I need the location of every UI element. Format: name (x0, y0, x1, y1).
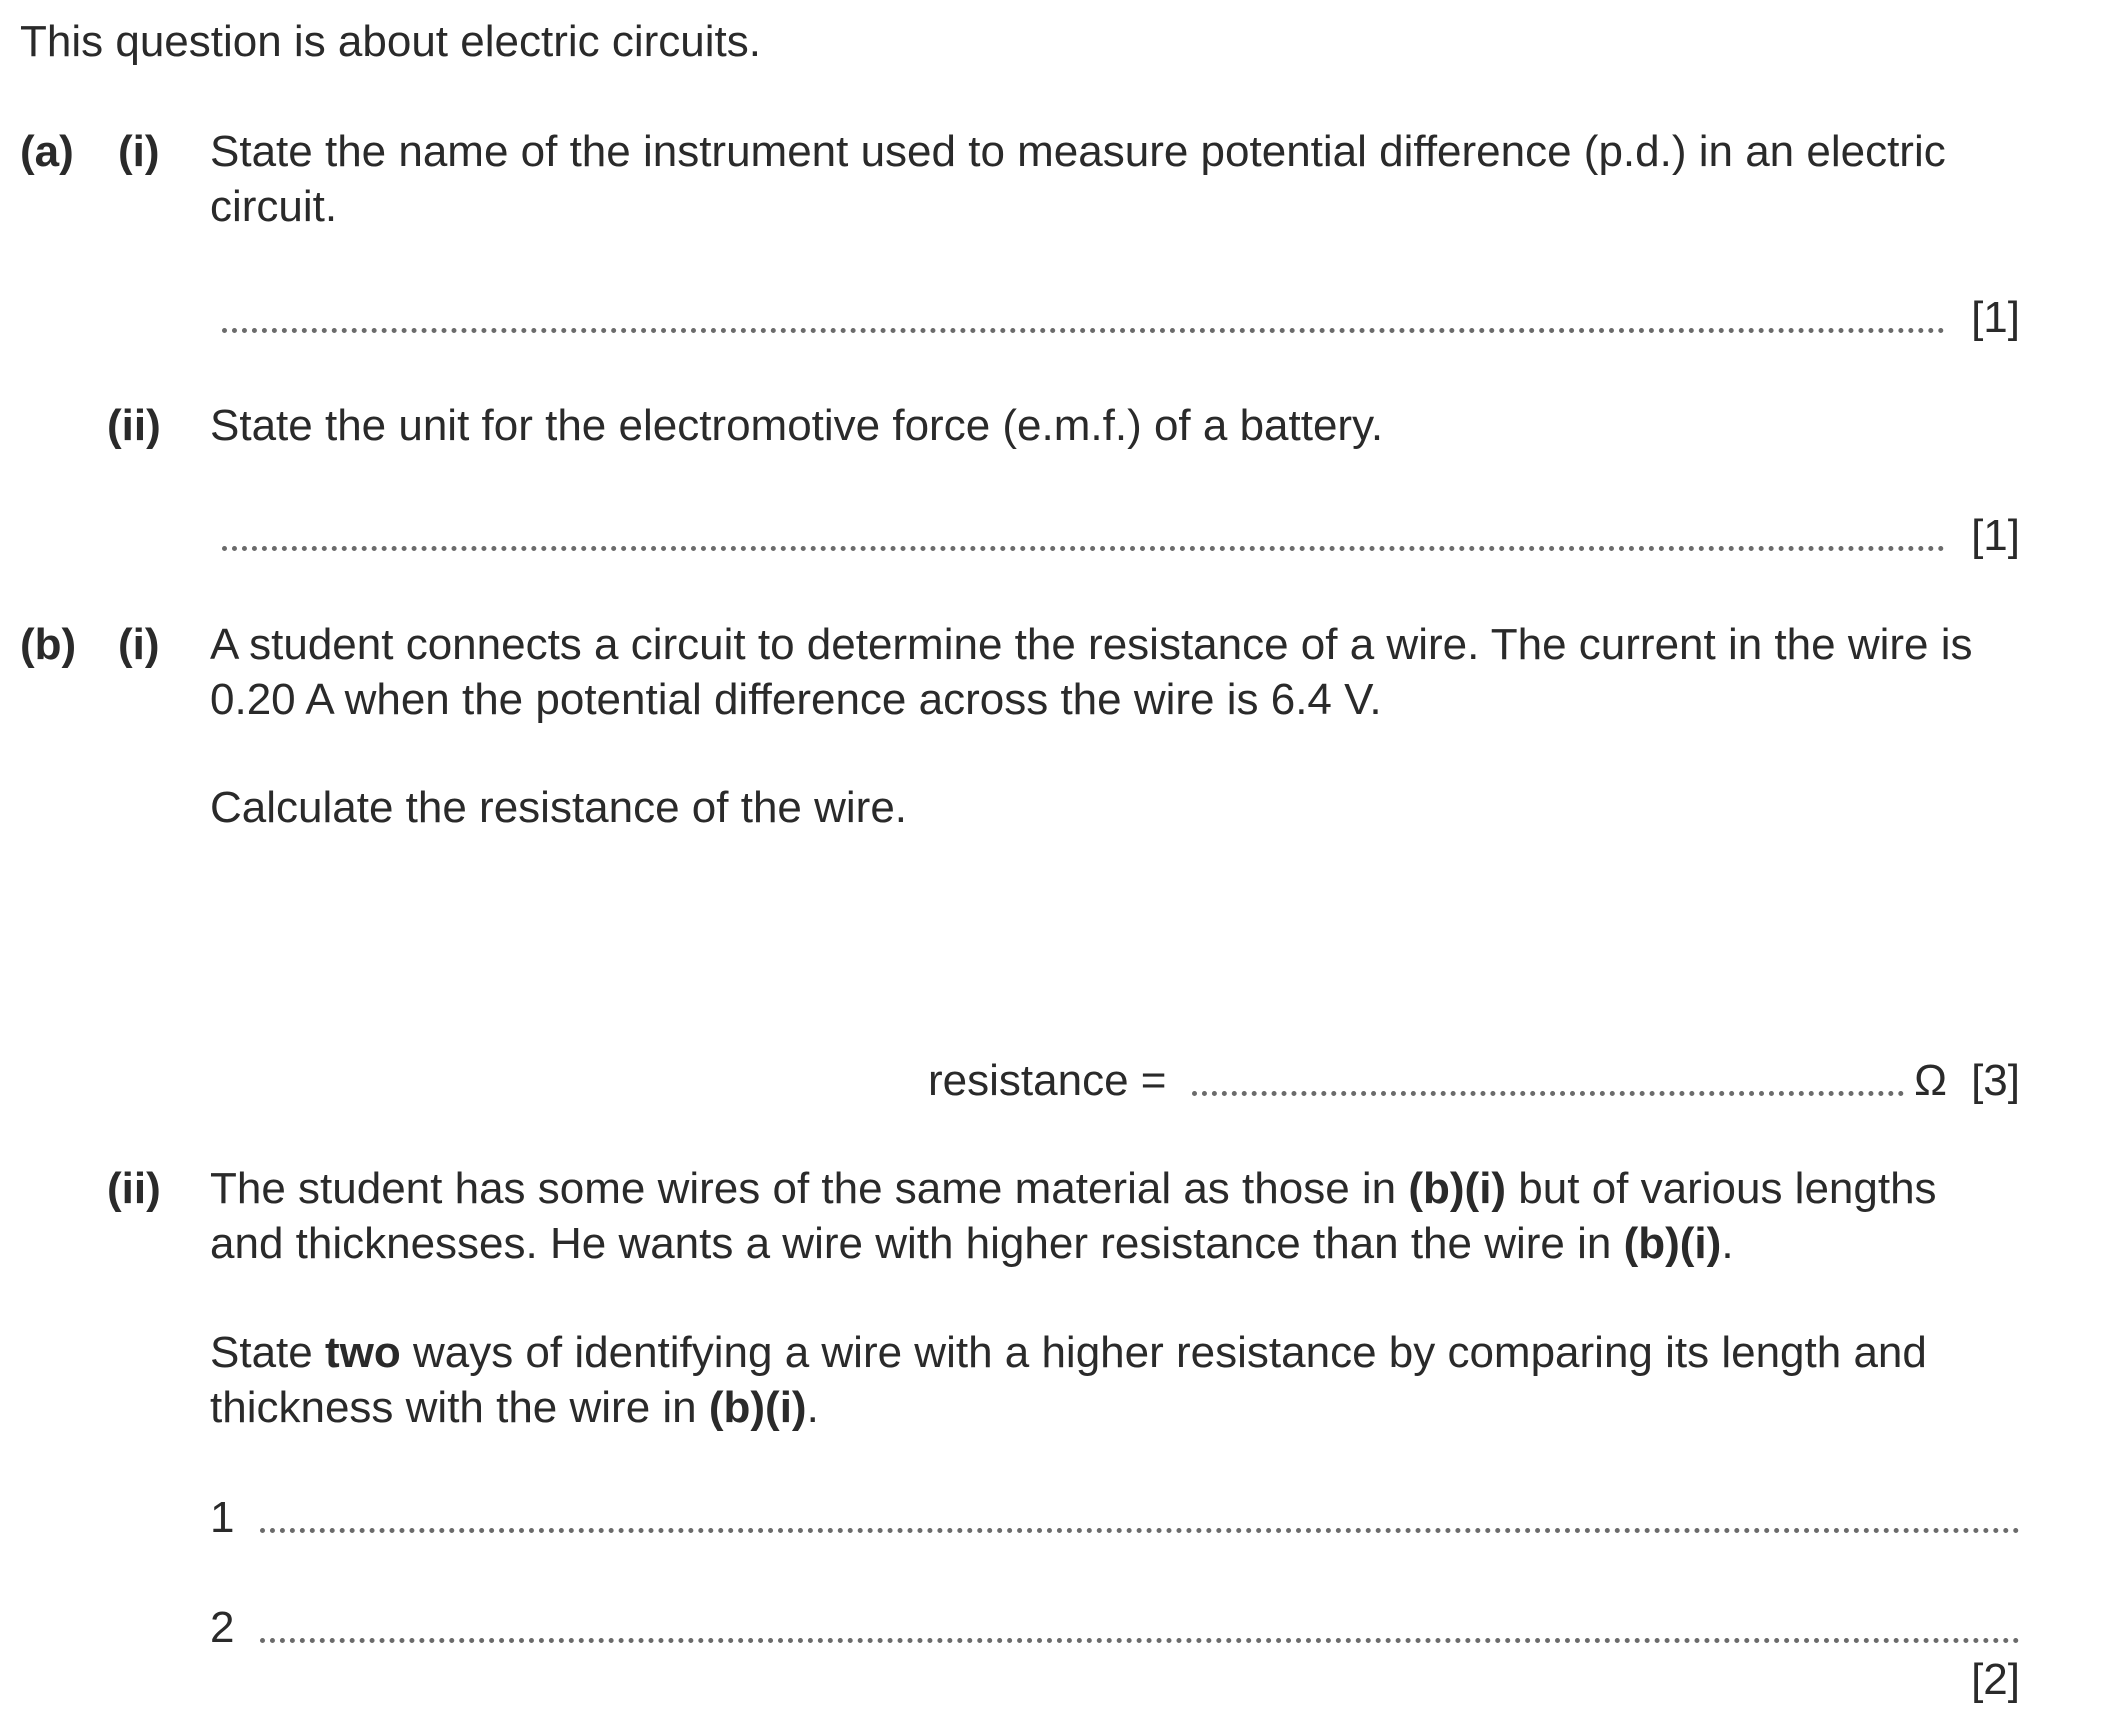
question-text: The student has some wires of the same material as those in (210, 1164, 1409, 1213)
question-reference: (b)(i) (1623, 1219, 1722, 1268)
question-text: but of various lengths and thicknesses. He wants a wire with higher resistance than the wire in (210, 1164, 1937, 1268)
part-b-label: (b) (20, 620, 77, 669)
part-b-i-instruction: Calculate the resistance of the wire. (210, 783, 908, 832)
instruction-text: ways of identifying a wire with a higher resistance by comparing its length and thickness with the wire in (210, 1328, 1927, 1432)
part-b-i-marks: [3] (1971, 1056, 2020, 1105)
part-a-ii-answer-line[interactable] (222, 508, 2020, 563)
instruction-emphasis: two (324, 1328, 401, 1377)
part-a-ii-label: (ii) (107, 401, 161, 450)
resistance-answer-label: resistance = (928, 1056, 1167, 1105)
way-1-number: 1 (210, 1493, 235, 1542)
instruction-reference: (b)(i) (708, 1383, 807, 1432)
resistance-unit: Ω (1914, 1056, 1948, 1105)
part-b-i-question: A student connects a circuit to determine the resistance of a wire. The current in the wire is 0.20 A when the potential difference across the wire is 6.4 V. (210, 620, 1973, 724)
part-a-i-marks: [1] (1971, 293, 2020, 342)
way-1-answer-line[interactable] (210, 1490, 2020, 1545)
answer-dotted-line[interactable] (222, 328, 1945, 333)
part-a-i-question: State the name of the instrument used to measure potential difference (p.d.) in an electric circuit. (210, 127, 1946, 231)
way-2-number: 2 (210, 1603, 235, 1652)
way-2-answer-line[interactable] (210, 1600, 2020, 1655)
part-a-ii-question: State the unit for the electromotive force (e.m.f.) of a battery. (210, 401, 1384, 450)
instruction-text: . (806, 1383, 819, 1432)
question-reference: (b)(i) (1408, 1164, 1507, 1213)
answer-dotted-line[interactable] (1192, 1091, 1904, 1096)
part-b-ii-marks: [2] (1971, 1655, 2020, 1704)
answer-dotted-line[interactable] (222, 546, 1945, 551)
part-a-label: (a) (20, 127, 74, 176)
part-b-ii-question (210, 1161, 2020, 1271)
instruction-text: State (210, 1328, 325, 1377)
part-b-i-label: (i) (118, 620, 160, 669)
resistance-answer-line[interactable] (928, 1053, 2020, 1108)
part-a-i-answer-line[interactable] (222, 290, 2020, 345)
answer-dotted-line[interactable] (260, 1638, 2020, 1643)
part-b-ii-label: (ii) (107, 1164, 161, 1213)
part-a-ii-marks: [1] (1971, 511, 2020, 560)
intro-text: This question is about electric circuits. (20, 17, 761, 66)
part-a-i-label: (i) (118, 127, 160, 176)
question-text: . (1721, 1219, 1734, 1268)
answer-dotted-line[interactable] (260, 1528, 2020, 1533)
part-b-ii-instruction (210, 1325, 2020, 1435)
